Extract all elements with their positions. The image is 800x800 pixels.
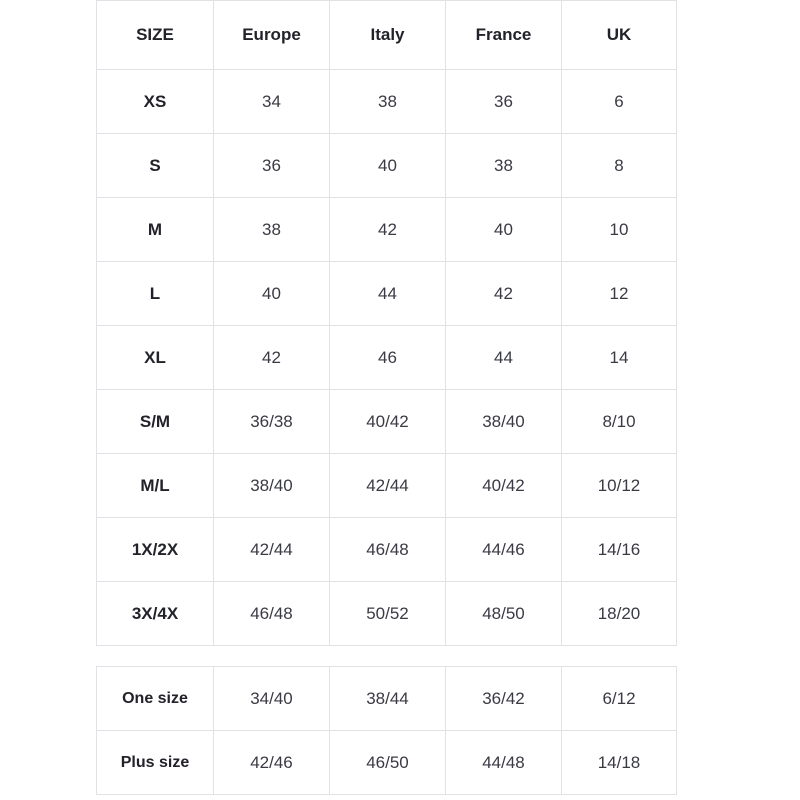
table-row [97, 454, 677, 518]
row-label: S/M [97, 390, 214, 454]
cell-france: 44 [446, 326, 562, 390]
cell-italy: 40/42 [330, 390, 446, 454]
cell-uk: 14 [562, 326, 677, 390]
cell-italy: 42/44 [330, 454, 446, 518]
cell-europe: 38/40 [214, 454, 330, 518]
cell-uk: 8 [562, 134, 677, 198]
cell-italy: 46/50 [330, 731, 446, 795]
cell-uk: 8/10 [562, 390, 677, 454]
cell-europe: 46/48 [214, 582, 330, 646]
row-label: Plus size [97, 731, 214, 795]
cell-italy: 44 [330, 262, 446, 326]
cell-europe: 42 [214, 326, 330, 390]
cell-europe: 36/38 [214, 390, 330, 454]
table-row [97, 731, 677, 795]
cell-uk: 6/12 [562, 667, 677, 731]
column-header-europe: Europe [214, 1, 330, 70]
row-label: XS [97, 70, 214, 134]
table-row [97, 518, 677, 582]
cell-france: 44/48 [446, 731, 562, 795]
column-header-uk: UK [562, 1, 677, 70]
table-row [97, 582, 677, 646]
cell-uk: 6 [562, 70, 677, 134]
column-header-size: SIZE [97, 1, 214, 70]
cell-italy: 46 [330, 326, 446, 390]
cell-italy: 40 [330, 134, 446, 198]
row-label: M [97, 198, 214, 262]
cell-france: 42 [446, 262, 562, 326]
cell-france: 36 [446, 70, 562, 134]
cell-uk: 14/18 [562, 731, 677, 795]
cell-uk: 10/12 [562, 454, 677, 518]
row-label: 1X/2X [97, 518, 214, 582]
cell-france: 40/42 [446, 454, 562, 518]
cell-europe: 36 [214, 134, 330, 198]
row-label: XL [97, 326, 214, 390]
table-row [97, 390, 677, 454]
cell-italy: 46/48 [330, 518, 446, 582]
table-row [97, 667, 677, 731]
cell-europe: 34/40 [214, 667, 330, 731]
cell-europe: 42/46 [214, 731, 330, 795]
row-label: S [97, 134, 214, 198]
cell-italy: 38/44 [330, 667, 446, 731]
cell-france: 36/42 [446, 667, 562, 731]
table-row [97, 134, 677, 198]
one-size-conversion-table [96, 666, 677, 795]
column-header-france: France [446, 1, 562, 70]
cell-italy: 50/52 [330, 582, 446, 646]
table-row [97, 70, 677, 134]
size-conversion-table [96, 0, 677, 646]
cell-uk: 10 [562, 198, 677, 262]
table-row [97, 198, 677, 262]
row-label: M/L [97, 454, 214, 518]
table-row [97, 262, 677, 326]
column-header-italy: Italy [330, 1, 446, 70]
cell-uk: 14/16 [562, 518, 677, 582]
cell-france: 38 [446, 134, 562, 198]
table-header-row [97, 1, 677, 70]
cell-uk: 12 [562, 262, 677, 326]
row-label: One size [97, 667, 214, 731]
row-label: 3X/4X [97, 582, 214, 646]
row-label: L [97, 262, 214, 326]
cell-france: 48/50 [446, 582, 562, 646]
cell-france: 44/46 [446, 518, 562, 582]
cell-italy: 38 [330, 70, 446, 134]
cell-france: 40 [446, 198, 562, 262]
cell-europe: 42/44 [214, 518, 330, 582]
cell-europe: 34 [214, 70, 330, 134]
cell-italy: 42 [330, 198, 446, 262]
cell-europe: 40 [214, 262, 330, 326]
table-row [97, 326, 677, 390]
cell-uk: 18/20 [562, 582, 677, 646]
cell-france: 38/40 [446, 390, 562, 454]
cell-europe: 38 [214, 198, 330, 262]
